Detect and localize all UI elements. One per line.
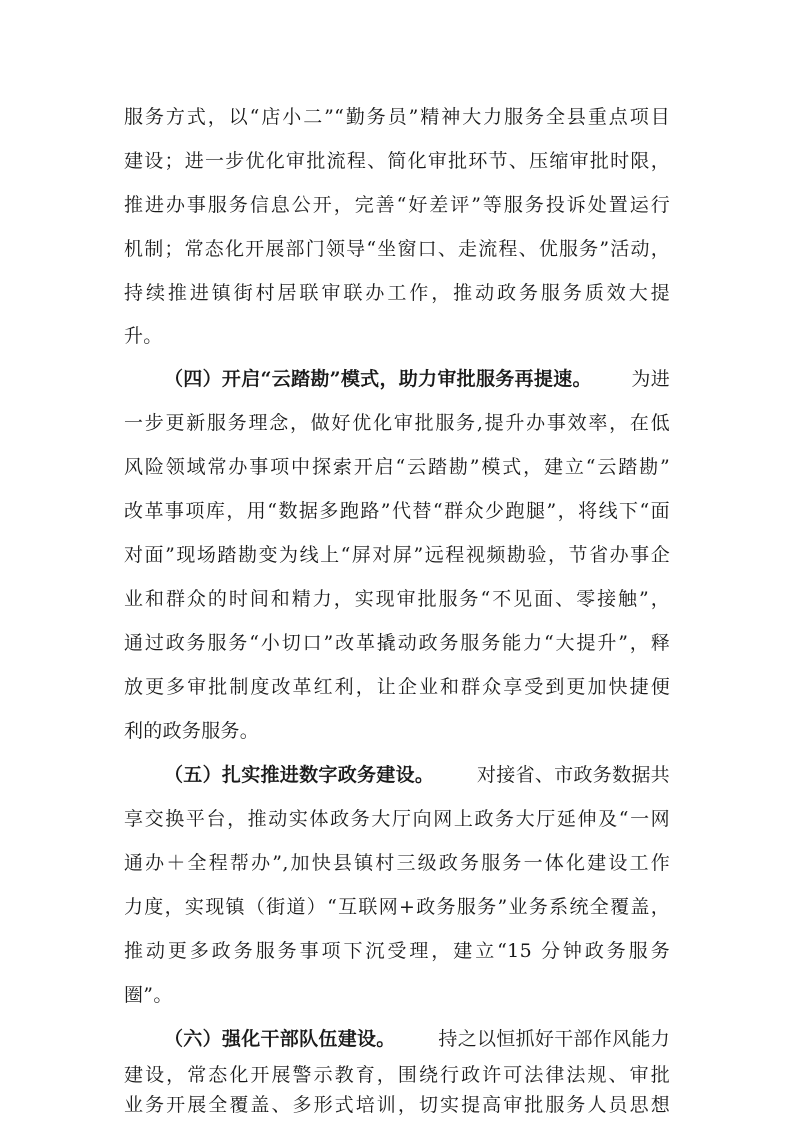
text-line: 建设，常态化开展警示教育，围绕行政许可法律法规、审批 (124, 1064, 670, 1086)
text-line: 服务方式，以“店小二”“勤务员”精神大力服务全县重点项目 (124, 106, 670, 128)
text-line: 力度，实现镇（街道）“互联网+政务服务”业务系统全覆盖， (124, 896, 670, 918)
paragraph-first-line (164, 1026, 670, 1052)
text-line: 通过政务服务“小切口”改革撬动政务服务能力“大提升”，释 (124, 632, 670, 654)
text-line: 利的政务服务。 (124, 720, 260, 742)
text-line: 一步更新服务理念，做好优化审批服务,提升办事效率，在低 (124, 412, 670, 434)
text-line: 享交换平台，推动实体政务大厅向网上政务大厅延伸及“一网 (124, 808, 670, 830)
text-line: 改革事项库，用“数据多跑路”代替“群众少跑腿”，将线下“面 (124, 500, 670, 522)
text-span: 为进 (631, 368, 670, 390)
section-heading: （五）扎实推进数字政务建设。 (164, 764, 435, 786)
text-line: 圈”。 (124, 984, 173, 1006)
text-line: 对面”现场踏勘变为线上“屏对屏”远程视频勘验，节省办事企 (124, 544, 670, 566)
text-line: 建设；进一步优化审批流程、简化审批环节、压缩审批时限， (124, 150, 670, 172)
text-line: 通办＋全程帮办”,加快县镇村三级政务服务一体化建设工作 (124, 852, 670, 874)
paragraph-first-line (164, 366, 670, 392)
text-span: 持之以恒抓好干部作风能力 (438, 1028, 670, 1050)
text-line: 放更多审批制度改革红利，让企业和群众享受到更加快捷便 (124, 676, 670, 698)
text-span: 对接省、市政务数据共 (476, 764, 670, 786)
paragraph-first-line (164, 762, 670, 788)
text-line: 持续推进镇街村居联审联办工作，推动政务服务质效大提 (124, 282, 670, 304)
text-line: 业务开展全覆盖、多形式培训，切实提高审批服务人员思想 (124, 1094, 670, 1116)
text-line: 推动更多政务服务事项下沉受理，建立“15 分钟政务服务 (124, 940, 670, 962)
section-heading: （六）强化干部队伍建设。 (164, 1028, 396, 1050)
text-line: 升。 (124, 325, 163, 347)
text-line: 机制；常态化开展部门领导“坐窗口、走流程、优服务”活动， (124, 238, 670, 260)
text-line: 推进办事服务信息公开，完善“好差评”等服务投诉处置运行 (124, 194, 670, 216)
text-line: 风险领域常办事项中探索开启“云踏勘”模式，建立“云踏勘” (124, 456, 670, 478)
text-line: 业和群众的时间和精力，实现审批服务“不见面、零接触”， (124, 588, 670, 610)
section-heading: （四）开启“云踏勘”模式，助力审批服务再提速。 (164, 368, 592, 390)
